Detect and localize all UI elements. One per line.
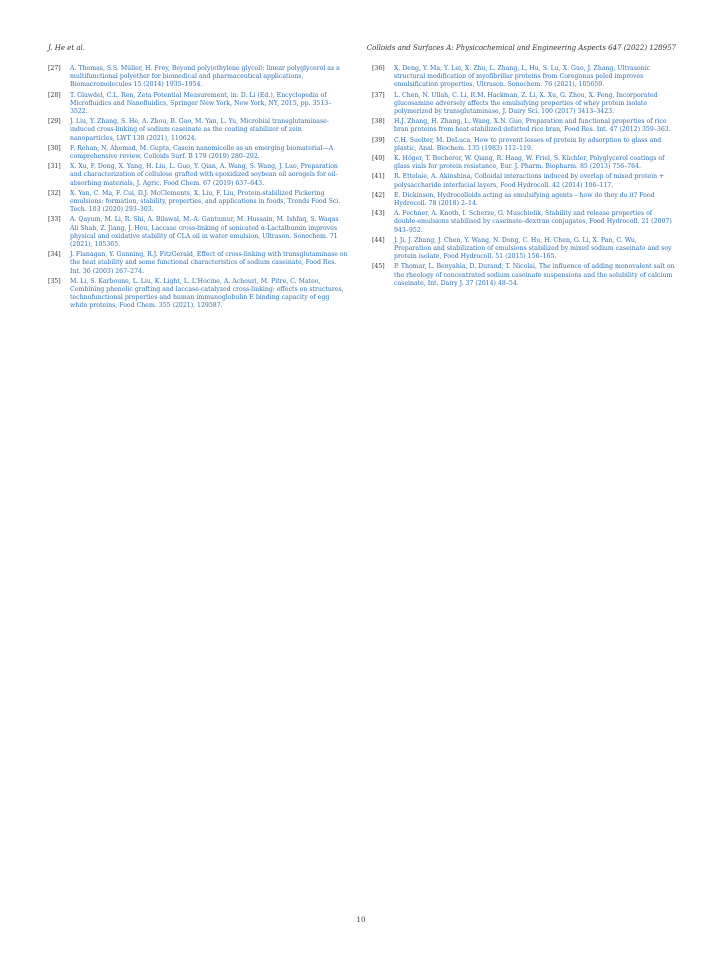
reference-link[interactable]: A. Thomas, S.S. Müller, H. Frey, Beyond poly(ethylene glycol): linear polyglycerol as a multifunctional polyether for biomedical and pharmaceutical applications, Biomacromolecules 15 (2014) 1935–1954. bbox=[70, 65, 340, 89]
reference-number: [40] bbox=[372, 155, 385, 163]
reference-link[interactable]: K. Höger, T. Becherer, W. Qiang, R. Haag, W. Friel, S. Küchler, Polyglycerol coatings of glass vials for protein resistance, Eur. J. Pharm. Biopharm. 85 (2013) 756–764. bbox=[394, 155, 665, 171]
reference-number: [36] bbox=[372, 65, 385, 72]
reference-number: [44] bbox=[372, 236, 385, 244]
reference-number: [43] bbox=[372, 210, 385, 218]
reference-link[interactable]: E. Dickinson, Hydrocolloids acting as emulsifying agents – how do they do it? Food Hydrocoll. 78 (2018) 2–14. bbox=[394, 191, 655, 208]
reference-number: [29] bbox=[48, 118, 61, 126]
reference-link[interactable]: A. Qayum, M. Li, R. Shi, A. Bilawal, M.-A. Gantumur, M. Hussain, M. Ishfaq, S. Waqas Ali Shah, Z. Jiang, J. Hou, Laccase cross-linking of sonicated α-Lactalbumin improves physical and oxidative stability of CLA oil in water emulsion, Ultrason. Sonochem. 71 (2021), 105365. bbox=[70, 216, 339, 249]
reference-number: [33] bbox=[48, 216, 61, 224]
reference-item bbox=[48, 118, 348, 143]
reference-item bbox=[372, 155, 676, 171]
reference-link[interactable]: P. Thomar, L. Benyahia, D. Durand, T. Nicolai, The influence of adding monovalent salt on the rheology of concentrated sodium caseinate suspensions and the solubility of calcium caseinate, Int. Dairy J. 37 (2014) 48–54. bbox=[394, 263, 675, 287]
header-authors: J. He et al. bbox=[48, 44, 86, 52]
reference-item bbox=[48, 216, 348, 249]
reference-number: [32] bbox=[48, 189, 61, 197]
reference-item bbox=[372, 210, 676, 235]
reference-link[interactable]: J. Liu, Y. Zhang, S. He, A. Zhou, B. Gao, M. Yan, L. Yu, Microbial transglutaminase-induced cross-linking of sodium caseinate as the coating stabilizer of zein nanoparticles, LWT 138 (2021), 110624. bbox=[70, 118, 329, 142]
reference-number: [28] bbox=[48, 91, 61, 99]
reference-number: [37] bbox=[372, 91, 385, 99]
reference-item bbox=[48, 145, 348, 161]
reference-number: [30] bbox=[48, 144, 61, 152]
reference-item bbox=[372, 237, 676, 262]
reference-item bbox=[48, 278, 348, 311]
references-column-left bbox=[48, 65, 348, 313]
reference-link[interactable]: L. Chen, N. Ullah, C. Li, R.M. Hackman, Z. Li, X. Xu, G. Zhou, X. Feng, Incorporated glucosamine adversely affects the emulsifying properties of whey protein isolate polymerized by transglutaminase, J. Dairy Sci. 100 (2017) 3413–3423. bbox=[394, 91, 658, 116]
reference-number: [27] bbox=[48, 65, 61, 72]
header-journal-link[interactable]: Colloids and Surfaces A: Physicochemical and Engineering Aspects 647 (2022) 128957 bbox=[366, 44, 676, 52]
reference-link[interactable]: A. Fechner, A. Knoth, I. Scherze, G. Muschiolik, Stability and release properties of double-emulsions stabilised by caseinate–dextran conjugates, Food Hydrocoll. 21 (2007) 943–952. bbox=[394, 210, 672, 234]
reference-item bbox=[48, 65, 348, 90]
reference-number: [39] bbox=[372, 136, 385, 144]
reference-number: [45] bbox=[372, 263, 385, 271]
reference-link[interactable]: H.J. Zhang, H. Zhang, L. Wang, X.N. Guo, Preparation and functional properties of rice bran proteins from heat-stabilized defatted rice bran, Food Res. Int. 47 (2012) 359–363. bbox=[394, 118, 671, 134]
running-header bbox=[48, 44, 676, 56]
reference-item bbox=[372, 192, 676, 208]
reference-item bbox=[48, 190, 348, 215]
reference-link[interactable]: M. Li, S. Karboune, L. Liu, K. Light, L. L'Hocine, A. Achouri, M. Pitre, C. Mateo, Combining phenolic grafting and laccase-catalyzed cross-linking: effects on structures, technofunctional properties and human immunoglobulin E binding capacity of egg white proteins, Food Chem. 355 (2021), 129587. bbox=[70, 277, 344, 310]
reference-link[interactable]: J. Flanagan, Y. Gunning, R.J. FitzGerald, Effect of cross-linking with transglutaminase on the heat stability and some functional characteristics of sodium caseinate, Food Res. Int. 36 (2003) 267–274. bbox=[70, 251, 348, 275]
reference-item bbox=[372, 263, 676, 288]
references-column-right bbox=[372, 65, 676, 290]
reference-number: [31] bbox=[48, 163, 61, 171]
reference-link[interactable]: X. Yan, C. Ma, F. Cui, D.J. McClements, X. Liu, F. Liu, Protein-stabilized Pickering emulsions: formation, stability, properties, and applications in foods, Trends Food Sci. Tech. 103 (2020) 293–303. bbox=[70, 189, 341, 214]
reference-number: [35] bbox=[48, 277, 61, 285]
reference-item bbox=[372, 65, 676, 90]
reference-item bbox=[48, 92, 348, 117]
reference-link[interactable]: X. Deng, Y. Ma, Y. Lei, X. Zhu, L. Zhang, L. Hu, S. Lu, X. Guo, J. Zhang, Ultrasonic structural modification of myofibrillar proteins from Coregonus peled improves emulsification properties, Ultrason. Sonochem. 76 (2021), 105659. bbox=[394, 65, 651, 89]
reference-link[interactable]: R. Ettelaie, A. Akinshina, Colloidal interactions induced by overlap of mixed protein + polysaccharide interfacial layers, Food Hydrocoll. 42 (2014) 106–117. bbox=[394, 173, 665, 189]
reference-item bbox=[48, 251, 348, 276]
reference-item bbox=[48, 163, 348, 188]
reference-link[interactable]: J. Ji, J. Zhang, J. Chen, Y. Wang, N. Dong, C. Hu, H. Chen, G. Li, X. Pan, C. Wu, Preparation and stabilization of emulsions stabilized by mixed sodium caseinate and soy protein isolate, Food Hydrocoll. 51 (2015) 156–165. bbox=[394, 236, 672, 261]
reference-number: [41] bbox=[372, 173, 385, 181]
reference-number: [38] bbox=[372, 118, 385, 126]
reference-link[interactable]: F. Rehan, N. Ahemad, M. Gupta, Casein nanomicelle as an emerging biomaterial—A comprehensive review, Colloids Surf. B 179 (2019) 280–292. bbox=[70, 144, 334, 161]
reference-item bbox=[372, 92, 676, 117]
reference-number: [34] bbox=[48, 251, 61, 259]
reference-item bbox=[372, 173, 676, 189]
reference-link[interactable]: X. Xu, F. Dong, X. Yang, H. Liu, L. Guo, Y. Qian, A. Wang, S. Wang, J. Luo, Preparation and characterization of cellulose grafted with epoxidized soybean oil aerogels for oil-absorbing materials, J. Agric. Food Chem. 67 (2019) 637–643. bbox=[70, 163, 338, 187]
reference-item bbox=[372, 137, 676, 153]
reference-number: [42] bbox=[372, 191, 385, 199]
page-number: 10 bbox=[356, 916, 366, 924]
reference-item bbox=[372, 118, 676, 134]
reference-link[interactable]: T. Glawdel, C.L. Ren, Zeta Potential Measurement, in: D. Li (Ed.), Encyclopedia of Microfluidics and Nanofluidics, Springer New York, New York, NY, 2015, pp. 3513–3522. bbox=[70, 91, 332, 116]
reference-link[interactable]: C.H. Suelter, M. DeLuca, How to prevent losses of protein by adsorption to glass and plastic, Anal. Biochem. 135 (1983) 112–119. bbox=[394, 136, 662, 152]
